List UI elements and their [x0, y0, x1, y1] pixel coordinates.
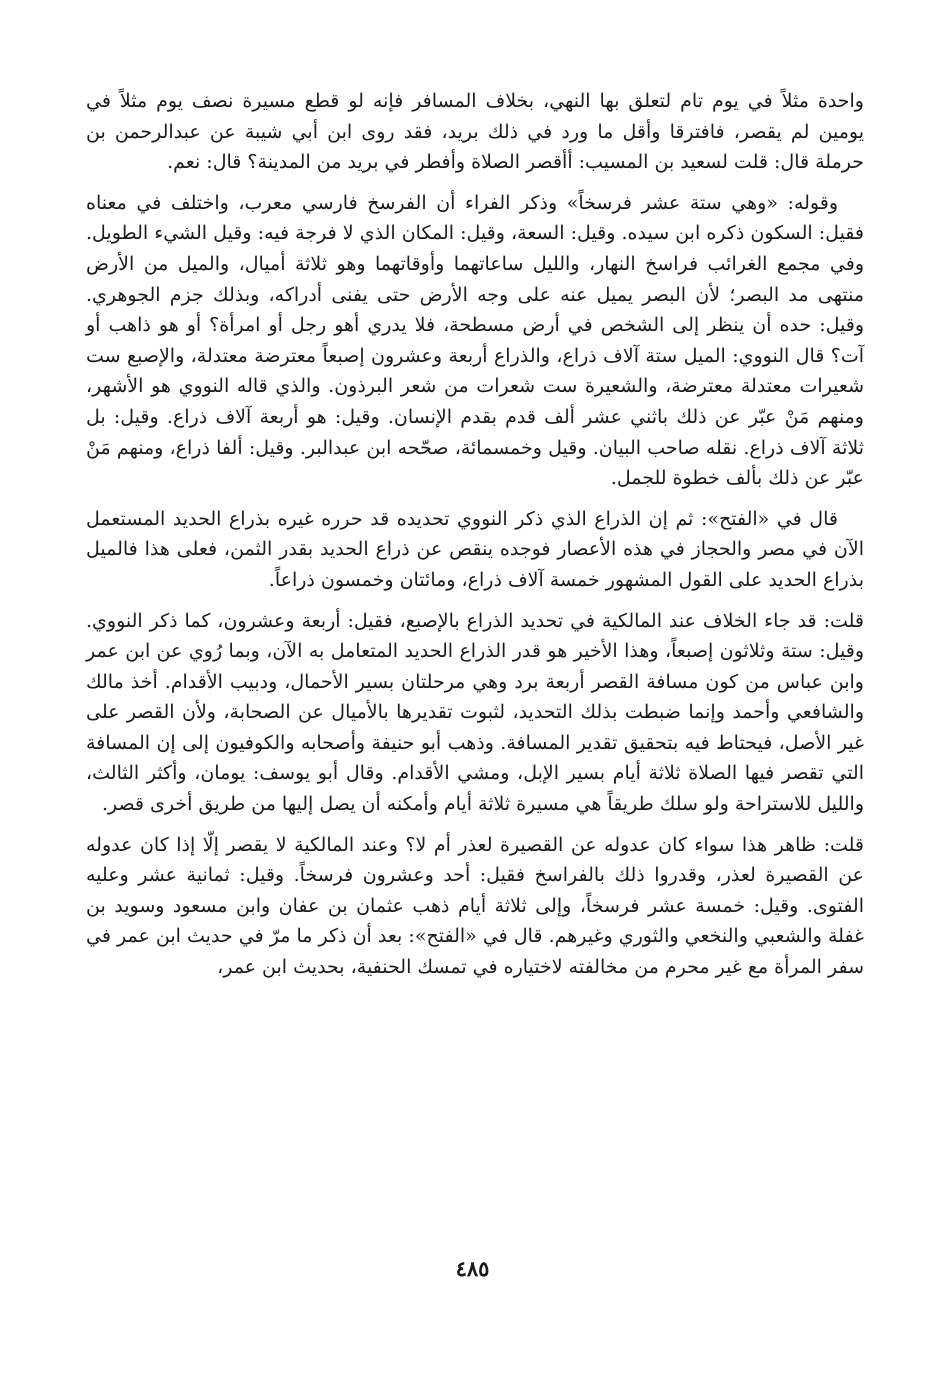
- page-body: [86, 86, 864, 993]
- paragraph-4: قلت: قد جاء الخلاف عند المالكية في تحديد الذراع بالإصبع، فقيل: أربعة وعشرون، كما ذكر النووي. وقيل: ستة وثلاثون إصبعاً، وهذا الأخير هو قدر الذراع الحديد المتعامل به الآن، وبما رُوي عن ابن عمر وابن عباس من كون مسافة القصر أربعة برد وهي مرحلتان بسير الأحمال، ودبيب الأقدام. أخذ مالك والشافعي وأحمد وإنما ضبطت بذلك التحديد، لثبوت تقديرها بالأميال عن الصحابة، ولأن القصر على غير الأصل، فيحتاط فيه بتحقيق تقدير المسافة. وذهب أبو حنيفة وأصحابه والكوفيون إلى إن المسافة التي تقصر فيها الصلاة ثلاثة أيام بسير الإبل، ومشي الأقدام. وقال أبو يوسف: يومان، وأكثر الثالث، والليل للاستراحة ولو سلك طريقاً هي مسيرة ثلاثة أيام وأمكنه أن يصل إليها من طريق أخرى قصر.: [86, 609, 864, 816]
- page-number: ٤٨٥: [455, 1256, 490, 1281]
- paragraph-2: وقوله: «وهي ستة عشر فرسخاً» وذكر الفراء أن الفرسخ فارسي معرب، واختلف في معناه فقيل: السكون ذكره ابن سيده. وقيل: السعة، وقيل: المكان الذي لا فرجة فيه: وقيل الشيء الطويل. وفي مجمع الغرائب فراسخ النهار، والليل ساعاتهما وأوقاتهما وهو ثلاثة أميال، والميل من الأرض منتهى مد البصر؛ لأن البصر يميل عنه على وجه الأرض حتى يفنى أدراكه، وبذلك جزم الجوهري. وقيل: حده أن ينظر إلى الشخص في أرض مسطحة، فلا يدري أهو رجل أو امرأة؟ أو هو ذاهب أو آت؟ قال النووي: الميل ستة آلاف ذراع، والذراع أربعة وعشرون إصبعاً معترضة معتدلة، والإصبع ست شعيرات معتدلة معترضة، والشعيرة ست شعرات من شعر البرذون. والذي قاله النووي هو الأشهر، ومنهم مَنْ عبّر عن ذلك باثني عشر ألف قدم بقدم الإنسان. وقيل: هو أربعة آلاف ذراع. وقيل: بل ثلاثة آلاف ذراع. نقله صاحب البيان. وقيل وخمسمائة، صحّحه ابن عبدالبر. وقيل: ألفا ذراع، ومنهم مَنْ عبّر عن ذلك بألف خطوة للجمل.: [86, 191, 865, 490]
- paragraph-1: واحدة مثلاً في يوم تام لتعلق بها النهي، بخلاف المسافر فإنه لو قطع مسيرة نصف يوم مثلاً في يومين لم يقصر، فافترقا وأقل ما ورد في ذلك بريد، فقد روى ابن أبي شيبة عن عبدالرحمن بن حرملة قال: قلت لسعيد بن المسيب: أأقصر الصلاة وأفطر في بريد من المدينة؟ قال: نعم.: [86, 90, 864, 174]
- paragraph-5: قلت: ظاهر هذا سواء كان عدوله عن القصيرة لعذر أم لا؟ وعند المالكية لا يقصر إلّا إذا كان عدوله عن القصيرة لعذر، وقدروا ذلك بالفراسخ فقيل: أحد وعشرون فرسخاً. وقيل: ثمانية عشر وعليه الفتوى. وقيل: خمسة عشر فرسخاً، وإلى ثلاثة أيام ذهب عثمان بن عفان وابن مسعود وسويد بن غفلة والشعبي والنخعي والثوري وغيرهم. قال في «الفتح»: بعد أن ذكر ما مرّ في حديث ابن عمر في سفر المرأة مع غير محرم من مخالفته لاختياره في تمسك الحنفية، بحديث ابن عمر،: [86, 833, 864, 979]
- paragraph-3: قال في «الفتح»: ثم إن الذراع الذي ذكر النووي تحديده قد حرره غيره بذراع الحديد المستعمل الآن في مصر والحجاز في هذه الأعصار فوجده ينقص عن ذراع الحديد بقدر الثمن، فعلى هذا فالميل بذراع الحديد على القول المشهور خمسة آلاف ذراع، ومائتان وخمسون ذراعاً.: [86, 507, 864, 591]
